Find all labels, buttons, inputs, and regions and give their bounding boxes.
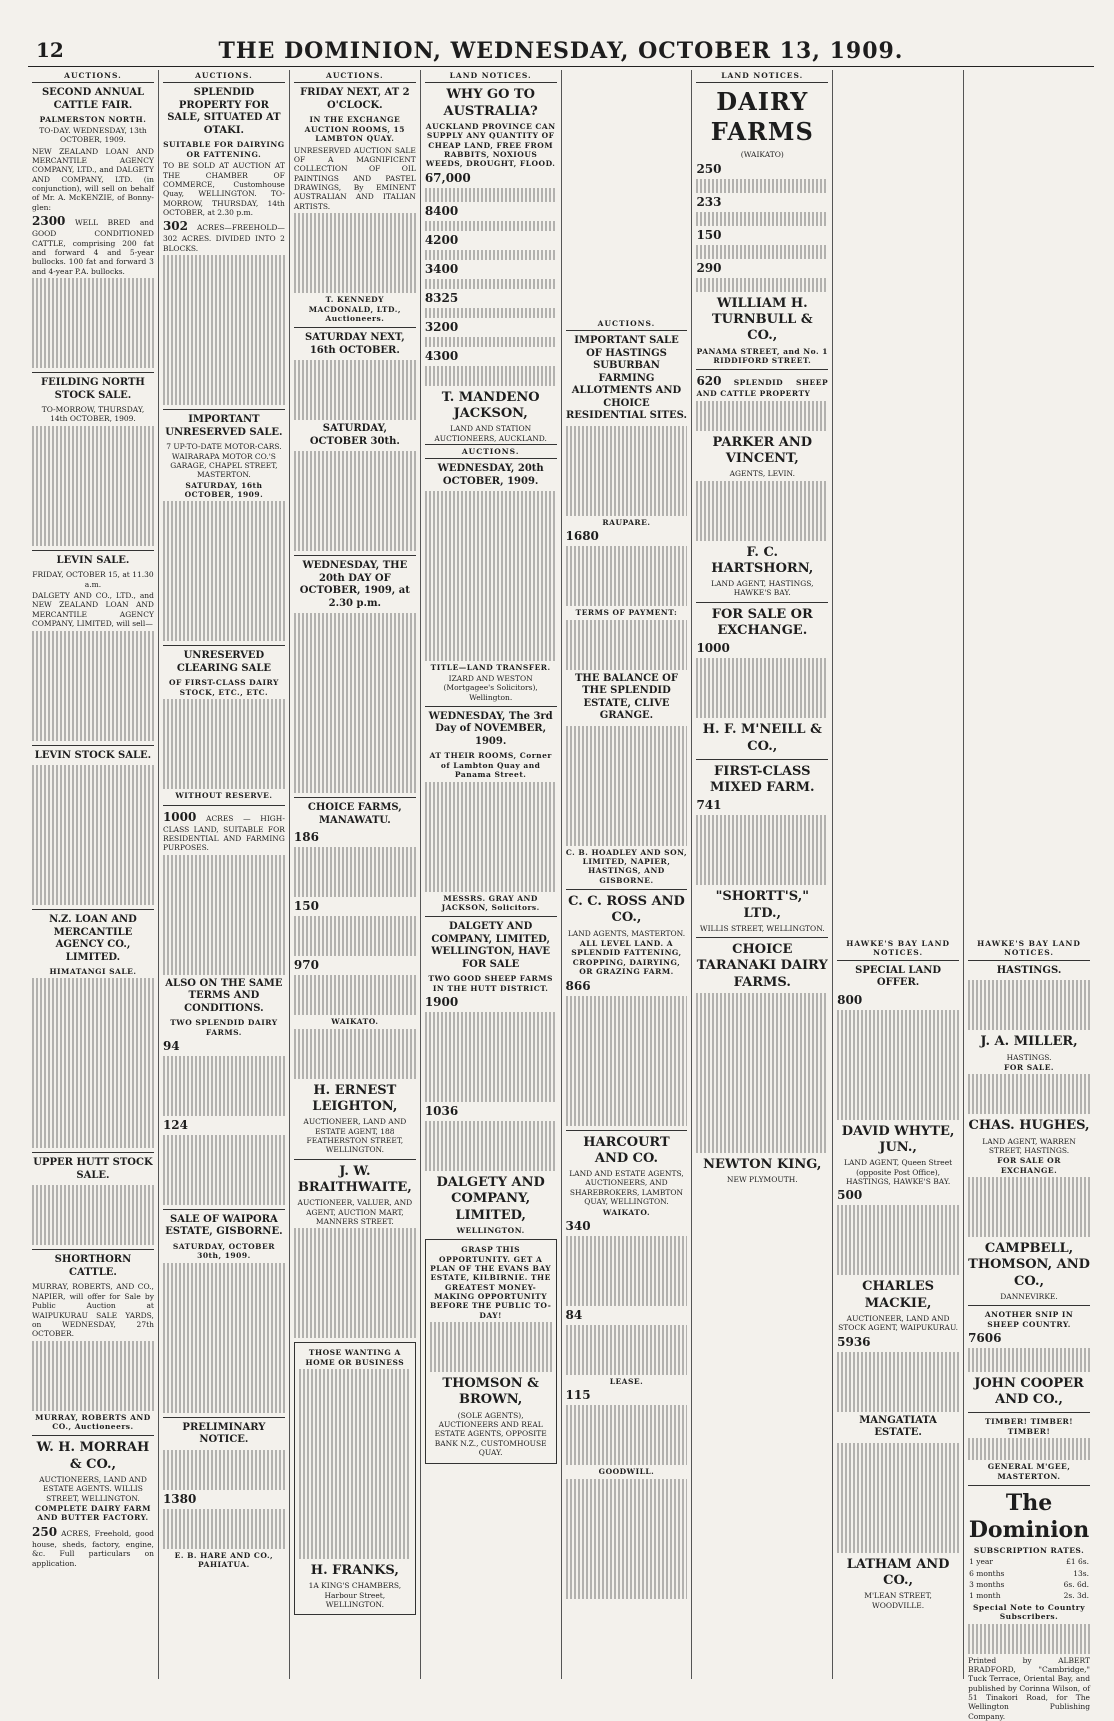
- ad-subheading: WITHOUT RESERVE.: [163, 791, 285, 800]
- ad-heading: SATURDAY NEXT, 16th OCTOBER.: [294, 332, 416, 357]
- advertiser-name: CHAS. HUGHES,: [968, 1118, 1090, 1134]
- ad-date: SATURDAY, 16th OCTOBER, 1909.: [163, 481, 285, 500]
- ad-subheading: TIMBER! TIMBER! TIMBER!: [968, 1417, 1090, 1436]
- subscription-heading: SUBSCRIPTION RATES.: [968, 1546, 1090, 1555]
- column-3: [290, 70, 421, 1679]
- ad-text: NEW ZEALAND LOAN AND MERCANTILE AGENCY COMPANY, LTD., and DALGETY AND COMPANY, LTD. (in conjunction), will sell on behalf of Mr. A. McKENZIE, of Bonny-glen:: [32, 147, 154, 213]
- ad-subheading: ANOTHER SNIP IN SHEEP COUNTRY.: [968, 1310, 1090, 1329]
- column-6: [692, 70, 833, 1679]
- acreage-number: 250: [32, 1525, 57, 1539]
- advertiser-address: AGENTS, LEVIN.: [696, 469, 828, 478]
- rates-table: [968, 1556, 1090, 1602]
- ad-subheading: FOR SALE.: [968, 1063, 1090, 1072]
- advertiser-name: GENERAL M'GEE, MASTERTON.: [968, 1462, 1090, 1481]
- ad-subheading: TITLE—LAND TRANSFER.: [425, 663, 557, 672]
- ad-subheading: ALL LEVEL LAND. A SPLENDID FATTENING, CROPPING, DAIRYING, OR GRAZING FARM.: [566, 939, 688, 977]
- masthead-rule: [28, 66, 1094, 67]
- advertiser-address: DANNEVIRKE.: [968, 1292, 1090, 1301]
- ad-date: TO-MORROW, THURSDAY, 14th OCTOBER, 1909.: [32, 405, 154, 424]
- advertiser-address: M'LEAN STREET, WOODVILLE.: [837, 1591, 959, 1610]
- columns: [28, 70, 1094, 1679]
- imprint-text: Printed by ALBERT BRADFORD, "Cambridge," Tuck Terrace, Oriental Bay, and published by Corinna Wilson, of 51 Tinakori Road, for The Wellington Publishing Company.: [968, 1656, 1090, 1721]
- advertiser-name: LATHAM AND CO.,: [837, 1557, 959, 1590]
- ad-heading: IMPORTANT UNRESERVED SALE.: [163, 414, 285, 439]
- acreage-number: 150: [294, 899, 319, 913]
- advertiser-address: AUCTIONEER, VALUER, AND AGENT, AUCTION MART, MANNERS STREET.: [294, 1198, 416, 1226]
- rate-period: 6 months: [968, 1568, 1038, 1579]
- ad-signature: T. KENNEDY MACDONALD, LTD., Auctioneers.: [294, 295, 416, 323]
- advertiser-address: LAND AGENT, Queen Street (opposite Post Office), HASTINGS, HAWKE'S BAY.: [837, 1158, 959, 1186]
- section-heading: LAND NOTICES.: [425, 70, 557, 83]
- rate-row: [968, 1590, 1090, 1601]
- ad-banner: FOR SALE OR EXCHANGE.: [696, 607, 828, 640]
- ad-subheading: IN THE EXCHANGE AUCTION ROOMS, 15 LAMBTON QUAY.: [294, 115, 416, 143]
- acreage-number: 8400: [425, 204, 458, 218]
- advertiser-name: NEWTON KING,: [696, 1157, 828, 1173]
- section-heading: HAWKE'S BAY LAND NOTICES.: [837, 938, 959, 961]
- acreage-number: 1036: [425, 1104, 458, 1118]
- acreage-number: 340: [566, 1219, 591, 1233]
- ad-subheading: 7 UP-TO-DATE MOTOR-CARS. WAIRARAPA MOTOR CO.'S GARAGE, CHAPEL STREET, MASTERTON.: [163, 442, 285, 480]
- ad-heading: SPLENDID SHEEP AND CATTLE PROPERTY: [696, 378, 828, 398]
- advertiser-name: DALGETY AND COMPANY, LIMITED,: [425, 1175, 557, 1224]
- column-7: [833, 70, 964, 1679]
- advertiser-name: HARCOURT AND CO.: [566, 1135, 688, 1168]
- ad-text: WELL BRED and GOOD CONDITIONED CATTLE, comprising 200 fat and forward 4 and 5-year bullocks. 100 fat and forward 3 and 4-year P.A. bullocks.: [32, 218, 154, 276]
- acreage-number: 67,000: [425, 171, 471, 185]
- acreage-number: 8325: [425, 291, 458, 305]
- acreage-number: 741: [696, 798, 721, 812]
- advertiser-name: "SHORTT'S," LTD.,: [696, 889, 828, 922]
- ad-heading: SECOND ANNUAL CATTLE FAIR.: [32, 87, 154, 112]
- ad-subheading: TWO GOOD SHEEP FARMS IN THE HUTT DISTRICT.: [425, 974, 557, 993]
- column-5: [562, 70, 693, 1679]
- ad-signature: C. B. HOADLEY AND SON, LIMITED, NAPIER, HASTINGS, AND GISBORNE.: [566, 848, 688, 886]
- advertiser-address: AUCTIONEER, LAND AND ESTATE AGENT, 188 FEATHERSTON STREET, WELLINGTON.: [294, 1117, 416, 1155]
- ad-banner: FIRST-CLASS MIXED FARM.: [696, 764, 828, 797]
- column-4: [421, 70, 562, 1679]
- business-box: [294, 1342, 416, 1615]
- acreage-number: 233: [696, 195, 721, 209]
- ad-subheading: COMPLETE DAIRY FARM AND BUTTER FACTORY.: [32, 1504, 154, 1523]
- advertiser-address: 1A KING'S CHAMBERS, Harbour Street, WELLINGTON.: [299, 1581, 411, 1609]
- advertiser-address: LAND AND STATION AUCTIONEERS, AUCKLAND.: [425, 424, 557, 443]
- ad-signature: MESSRS. GRAY AND JACKSON, Solicitors.: [425, 894, 557, 913]
- advertiser-name: H. ERNEST LEIGHTON,: [294, 1083, 416, 1116]
- acreage-number: 250: [696, 162, 721, 176]
- section-heading: AUCTIONS.: [566, 318, 688, 331]
- column-1: [28, 70, 159, 1679]
- acreage-number: 186: [294, 830, 319, 844]
- rate-row: [968, 1579, 1090, 1590]
- section-heading: AUCTIONS.: [425, 444, 557, 459]
- ad-text: ACRES, Freehold, good house, sheds, factory, engine, &c. Full particulars on application.: [32, 1529, 154, 1568]
- ad-banner: CHOICE TARANAKI DAIRY FARMS.: [696, 942, 828, 991]
- acreage-number: 970: [294, 958, 319, 972]
- ad-subheading: FOR SALE OR EXCHANGE.: [968, 1156, 1090, 1175]
- advertiser-address: NEW PLYMOUTH.: [696, 1175, 828, 1184]
- acreage-number: 1900: [425, 995, 458, 1009]
- ad-heading: PRELIMINARY NOTICE.: [163, 1422, 285, 1447]
- ad-subheading: AT THEIR ROOMS, Corner of Lambton Quay and Panama Street.: [425, 751, 557, 779]
- ad-date: SATURDAY, OCTOBER 30th, 1909.: [163, 1242, 285, 1261]
- rate-price: 2s. 3d.: [1038, 1590, 1090, 1601]
- ad-heading: LEVIN SALE.: [32, 555, 154, 568]
- box-heading: THOSE WANTING A HOME OR BUSINESS: [299, 1348, 411, 1367]
- ad-heading: IMPORTANT SALE OF HASTINGS SUBURBAN FARMING ALLOTMENTS AND CHOICE RESIDENTIAL SITES.: [566, 335, 688, 423]
- rate-row: [968, 1556, 1090, 1567]
- advertiser-name: H. FRANKS,: [299, 1563, 411, 1579]
- advertiser-address: LAND AND ESTATE AGENTS, AUCTIONEERS, AND SHAREBROKERS, LAMBTON QUAY, WELLINGTON.: [566, 1169, 688, 1207]
- rate-period: 1 month: [968, 1590, 1038, 1601]
- ad-subheading: PALMERSTON NORTH.: [32, 115, 154, 124]
- advertiser-name: THOMSON & BROWN,: [430, 1376, 552, 1409]
- rate-price: 6s. 6d.: [1038, 1579, 1090, 1590]
- ad-subheading: (WAIKATO): [696, 150, 828, 159]
- acreage-number: 84: [566, 1308, 583, 1322]
- section-heading: AUCTIONS.: [32, 70, 154, 83]
- ad-heading: DALGETY AND COMPANY, LIMITED, WELLINGTON, HAVE FOR SALE: [425, 921, 557, 971]
- ad-subheading: GOODWILL.: [566, 1467, 688, 1476]
- ad-text: DALGETY AND CO., LTD., and NEW ZEALAND LOAN AND MERCANTILE AGENCY COMPANY, LIMITED, will sell—: [32, 591, 154, 629]
- acreage-number: 7606: [968, 1331, 1001, 1345]
- column-2: [159, 70, 290, 1679]
- ad-signature: E. B. HARE AND CO., PAHIATUA.: [163, 1551, 285, 1570]
- rate-price: £1 6s.: [1038, 1556, 1090, 1567]
- ad-subheading: WAIKATO.: [566, 1208, 688, 1217]
- section-heading: LAND NOTICES.: [696, 70, 828, 83]
- acreage-number: 3400: [425, 262, 458, 276]
- promo-box: [425, 1239, 557, 1463]
- advertiser-address: LAND AGENTS, MASTERTON.: [566, 929, 688, 938]
- acreage-number: 5936: [837, 1335, 870, 1349]
- rate-period: 1 year: [968, 1556, 1038, 1567]
- ad-subheading: SUITABLE FOR DAIRYING OR FATTENING.: [163, 140, 285, 159]
- ad-signature: MURRAY, ROBERTS AND CO., Auctioneers.: [32, 1413, 154, 1432]
- advertiser-address: AUCTIONEER, LAND AND STOCK AGENT, WAIPUKURAU.: [837, 1314, 959, 1333]
- ad-subheading: RAUPARE.: [566, 518, 688, 527]
- advertiser-address: LAND AGENT, WARREN STREET, HASTINGS.: [968, 1137, 1090, 1156]
- advertiser-name: CAMPBELL, THOMSON, AND CO.,: [968, 1241, 1090, 1290]
- ad-signature: IZARD AND WESTON (Mortgagee's Solicitors), Wellington.: [425, 674, 557, 702]
- ad-subheading: WAIKATO.: [294, 1017, 416, 1026]
- advertiser-address: WELLINGTON.: [425, 1226, 557, 1235]
- ad-text: UNRESERVED AUCTION SALE OF A MAGNIFICENT COLLECTION OF OIL PAINTINGS AND PASTEL DRAWINGS, By EMINENT AUSTRALIAN AND ITALIAN ARTISTS.: [294, 146, 416, 212]
- advertiser-name: J. A. MILLER,: [968, 1034, 1090, 1050]
- acreage-number: 94: [163, 1039, 180, 1053]
- acreage-number: 124: [163, 1118, 188, 1132]
- ad-heading: WEDNESDAY, 20th OCTOBER, 1909.: [425, 463, 557, 488]
- ad-text: ACRES—FREEHOLD—302 ACRES. DIVIDED INTO 2 BLOCKS.: [163, 223, 285, 252]
- advertiser-address: HASTINGS.: [968, 1053, 1090, 1062]
- acreage-number: 4200: [425, 233, 458, 247]
- ad-text: MURRAY, ROBERTS, AND CO., NAPIER, will offer for Sale by Public Auction at WAIPUKURAU SALE YARDS, on WEDNESDAY, 27th OCTOBER.: [32, 1282, 154, 1338]
- acreage-number: 290: [696, 261, 721, 275]
- advertiser-address: WILLIS STREET, WELLINGTON.: [696, 924, 828, 933]
- column-8: [964, 70, 1094, 1679]
- advertiser-name: WILLIAM H. TURNBULL & CO.,: [696, 296, 828, 345]
- ad-heading: HASTINGS.: [968, 965, 1090, 978]
- acreage-number: 866: [566, 979, 591, 993]
- advertiser-name: CHARLES MACKIE,: [837, 1279, 959, 1312]
- ad-subheading: TWO SPLENDID DAIRY FARMS.: [163, 1018, 285, 1037]
- ad-heading: SATURDAY, OCTOBER 30th.: [294, 423, 416, 448]
- ad-heading: CHOICE FARMS, MANAWATU.: [294, 802, 416, 827]
- advertiser-address: LAND AGENT, HASTINGS, HAWKE'S BAY.: [696, 579, 828, 598]
- ad-subheading: HIMATANGI SALE.: [32, 967, 154, 976]
- advertiser-address: (SOLE AGENTS), AUCTIONEERS AND REAL ESTATE AGENTS, OPPOSITE BANK N.Z., CUSTOMHOUSE QUAY.: [430, 1411, 552, 1458]
- ad-heading: FEILDING NORTH STOCK SALE.: [32, 377, 154, 402]
- ad-subheading: TERMS OF PAYMENT:: [566, 608, 688, 617]
- ad-date: TO-DAY. WEDNESDAY, 13th OCTOBER, 1909.: [32, 126, 154, 145]
- ad-text: TO BE SOLD AT AUCTION AT THE CHAMBER OF COMMERCE, Customhouse Quay, WELLINGTON. TO-MORROW, THURSDAY, 14th OCTOBER, at 2.30 p.m.: [163, 161, 285, 217]
- ad-heading: WEDNESDAY, THE 20th DAY OF OCTOBER, 1909, at 2.30 p.m.: [294, 560, 416, 610]
- ad-heading: MANGATIATA ESTATE.: [837, 1415, 959, 1440]
- acreage-number: 150: [696, 228, 721, 242]
- acreage-number: 3200: [425, 320, 458, 334]
- ad-heading: WHY GO TO AUSTRALIA?: [425, 87, 557, 120]
- ad-heading: LEVIN STOCK SALE.: [32, 750, 154, 763]
- ad-banner: DAIRY FARMS: [696, 87, 828, 147]
- rate-period: 3 months: [968, 1579, 1038, 1590]
- advertiser-name: F. C. HARTSHORN,: [696, 545, 828, 578]
- ad-heading: WEDNESDAY, The 3rd Day of NOVEMBER, 1909.: [425, 711, 557, 749]
- ad-heading: FRIDAY NEXT, AT 2 O'CLOCK.: [294, 87, 416, 112]
- advertiser-name: W. H. MORRAH & CO.,: [32, 1440, 154, 1473]
- advertiser-name: H. F. M'NEILL & CO.,: [696, 722, 828, 755]
- advertiser-name: PARKER AND VINCENT,: [696, 435, 828, 468]
- acreage-number: 1380: [163, 1492, 196, 1506]
- ad-heading: UPPER HUTT STOCK SALE.: [32, 1157, 154, 1182]
- ad-heading: SHORTHORN CATTLE.: [32, 1254, 154, 1279]
- acreage-number: 1680: [566, 529, 599, 543]
- advertiser-name: T. MANDENO JACKSON,: [425, 390, 557, 423]
- ad-heading: UNRESERVED CLEARING SALE: [163, 650, 285, 675]
- advertiser-name: C. C. ROSS AND CO.,: [566, 894, 688, 927]
- rate-price: 13s.: [1038, 1568, 1090, 1579]
- masthead: [28, 30, 1094, 66]
- acreage-number: 2300: [32, 214, 65, 228]
- advertiser-address: AUCTIONEERS, LAND AND ESTATE AGENTS. WILLIS STREET, WELLINGTON.: [32, 1475, 154, 1503]
- ad-subheading: Special Note to Country Subscribers.: [968, 1603, 1090, 1622]
- acreage-number: 4300: [425, 349, 458, 363]
- page-number: 12: [36, 38, 64, 62]
- newspaper-title: THE DOMINION, WEDNESDAY, OCTOBER 13, 1909.: [28, 38, 1094, 64]
- acreage-number: 115: [566, 1388, 591, 1402]
- acreage-number: 1000: [163, 810, 196, 824]
- ad-heading: THE BALANCE OF THE SPLENDID ESTATE, CLIVE GRANGE.: [566, 673, 688, 723]
- newspaper-logo: The Dominion: [968, 1490, 1090, 1545]
- ad-heading: N.Z. LOAN AND MERCANTILE AGENCY CO., LIMITED.: [32, 914, 154, 964]
- ad-heading: ALSO ON THE SAME TERMS AND CONDITIONS.: [163, 978, 285, 1016]
- acreage-number: 1000: [696, 641, 729, 655]
- advertiser-name: J. W. BRAITHWAITE,: [294, 1164, 416, 1197]
- acreage-number: 620: [696, 374, 721, 388]
- acreage-number: 302: [163, 219, 188, 233]
- section-heading: AUCTIONS.: [294, 70, 416, 83]
- advertiser-address: PANAMA STREET, and No. 1 RIDDIFORD STREET.: [696, 347, 828, 366]
- advertiser-name: JOHN COOPER AND CO.,: [968, 1376, 1090, 1409]
- ad-heading: SPECIAL LAND OFFER.: [837, 965, 959, 990]
- ad-date: FRIDAY, OCTOBER 15, at 11.30 a.m.: [32, 570, 154, 589]
- ad-subheading: AUCKLAND PROVINCE CAN SUPPLY ANY QUANTITY OF CHEAP LAND, FREE FROM RABBITS, NOXIOUS WEEDS, DROUGHT, FLOOD.: [425, 122, 557, 169]
- ad-subheading: LEASE.: [566, 1377, 688, 1386]
- section-heading: AUCTIONS.: [163, 70, 285, 83]
- box-text: GRASP THIS OPPORTUNITY. GET A PLAN OF THE EVANS BAY ESTATE, KILBIRNIE. THE GREATEST MONEY-MAKING OPPORTUNITY BEFORE THE PUBLIC TO-DAY!: [430, 1245, 552, 1320]
- ad-subheading: OF FIRST-CLASS DAIRY STOCK, ETC., ETC.: [163, 678, 285, 697]
- advertiser-name: DAVID WHYTE, JUN.,: [837, 1124, 959, 1157]
- ad-heading: SPLENDID PROPERTY FOR SALE, SITUATED AT OTAKI.: [163, 87, 285, 137]
- ad-heading: SALE OF WAIPORA ESTATE, GISBORNE.: [163, 1214, 285, 1239]
- acreage-number: 800: [837, 993, 862, 1007]
- ad-text: ACRES — HIGH-CLASS LAND, SUITABLE FOR RESIDENTIAL AND FARMING PURPOSES.: [163, 814, 285, 853]
- acreage-number: 500: [837, 1188, 862, 1202]
- rate-row: [968, 1568, 1090, 1579]
- section-heading: HAWKE'S BAY LAND NOTICES.: [968, 938, 1090, 961]
